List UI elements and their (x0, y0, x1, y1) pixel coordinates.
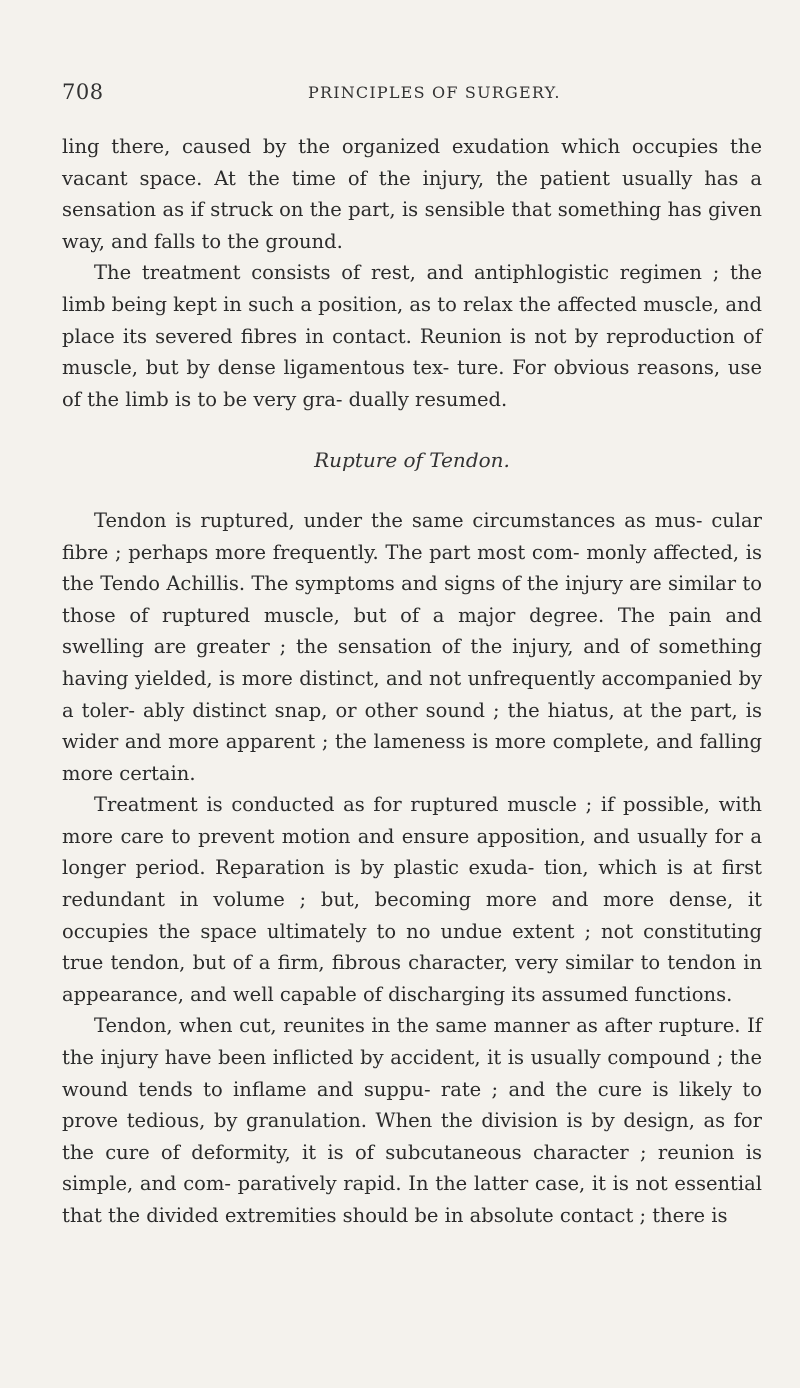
page-header (62, 80, 762, 110)
paragraph-treatment-muscle: The treatment consists of rest, and antiphlogistic regimen ; the limb being kept in such a position, as to relax the affected muscle, and place its severed fibres in contact. Reunion is not by reproduction of muscle, but by dense ligamentous tex- ture. For obvious reasons, use of the limb is to be very gra- dually resumed. (62, 261, 762, 411)
body-text (62, 131, 762, 1232)
paragraph-tendon-treatment: Treatment is conducted as for ruptured muscle ; if possible, with more care to prevent motion and ensure apposition, and usually for a longer period. Reparation is by plastic exuda- tion, which is at first redundant in volume ; but, becoming more and more dense, it occupies the space ultimately to no undue extent ; not constituting true tendon, but of a firm, fibrous character, very similar to tendon in appearance, and well capable of discharging its assumed functions. (62, 793, 762, 1006)
paragraph-tendon-rupture: Tendon is ruptured, under the same circumstances as mus- cular fibre ; perhaps more frequently. The part most com- monly affected, is the Tendo Achillis. The symptoms and signs of the injury are similar to those of ruptured muscle, but of a major degree. The pain and swelling are greater ; the sensation of the injury, and of something having yielded, is more distinct, and not unfrequently accompanied by a toler- ably distinct snap, or other sound ; the hiatus, at the part, is wider and more apparent ; the lameness is more complete, and falling more certain. (62, 508, 762, 785)
paragraph-tendon-cut: Tendon, when cut, reunites in the same manner as after rupture. If the injury have been inflicted by accident, it is usually compound ; the wound tends to inflame and suppu- rate ; and the cure is likely to prove tedious, by granulation. When the division is by design, as for the cure of deformity, it is of subcutaneous character ; reunion is simple, and com- paratively rapid. In the latter case, it is not essential that the divided extremities should be in absolute contact ; there is (62, 1014, 762, 1227)
paragraph-continuation: ling there, caused by the organized exudation which occupies the vacant space. At the time of the injury, the patient usually has a sensation as if struck on the part, is sensible that something has given way, and falls to the ground. (62, 135, 762, 253)
section-heading: Rupture of Tendon. (314, 448, 510, 473)
running-title: PRINCIPLES OF SURGERY. (308, 83, 561, 102)
page-number: 708 (62, 80, 104, 104)
